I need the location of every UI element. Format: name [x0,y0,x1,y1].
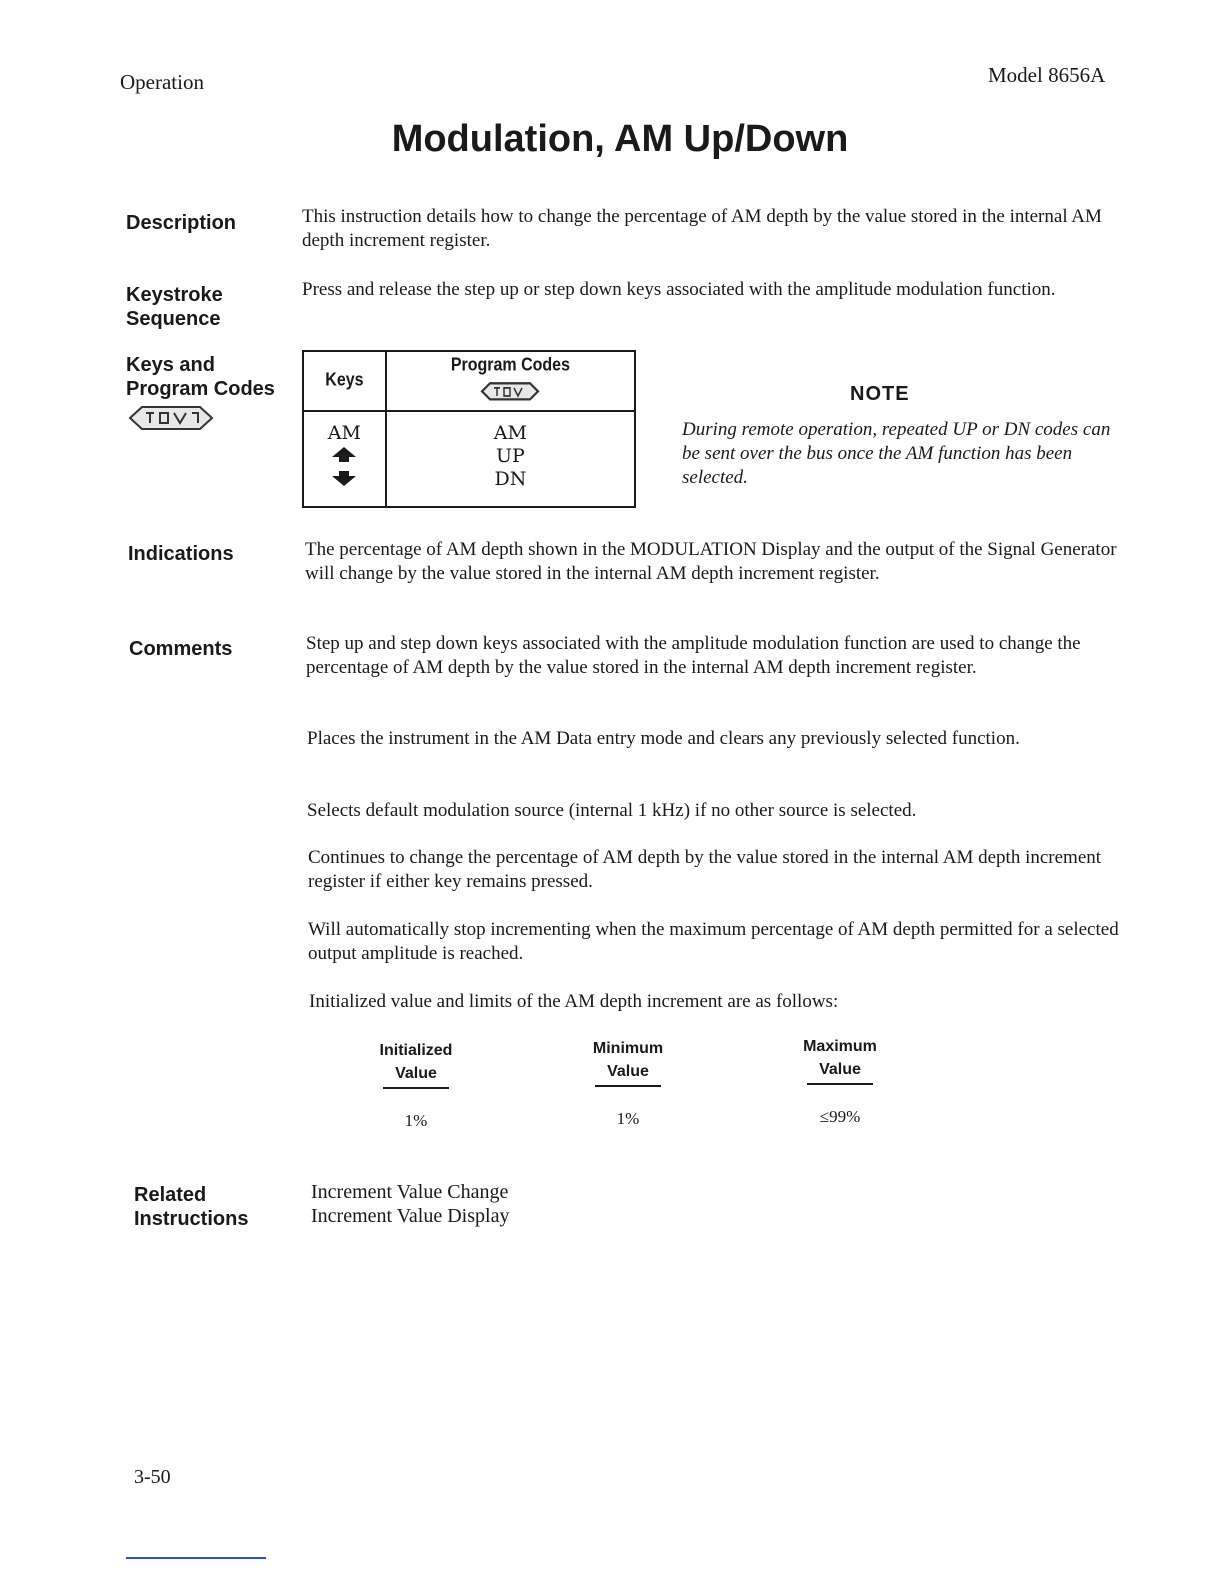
comments-paragraph-6: Initialized value and limits of the AM depth increment are as follows: [309,991,839,1012]
up-arrow-key-icon [304,445,385,468]
limits-header-minimum-line2: Value [595,1060,661,1087]
limits-header-initialized [356,1039,476,1089]
keystroke-text: Press and release the step up or step down keys associated with the amplitude modulation function. [302,279,1056,300]
description-label: Description [126,212,237,234]
key-am: AM [327,422,361,444]
program-codes-header-label: Program Codes [450,355,570,375]
comments-paragraph-1: Step up and step down keys associated with the amplitude modulation function are used to change the percentage of AM depth by the value stored in the internal AM depth increment register. [306,633,1081,678]
keys-codes-label [126,353,275,401]
related-item: Increment Value Change [311,1181,509,1203]
keys-cell [303,411,386,507]
indications-text: The percentage of AM depth shown in the MODULATION Display and the output of the Signal Generator will change by the value stored in the internal AM depth increment register. [305,539,1117,584]
program-codes-column-header [386,347,635,416]
header-model: Model 8656A [988,63,1106,87]
keystroke-label-line1: Keystroke [126,284,223,306]
related-label-line1: Related [134,1184,207,1206]
code-dn: DN [494,468,527,490]
limits-value-initialized: 1% [404,1111,428,1130]
comments-paragraph-2: Places the instrument in the AM Data entry mode and clears any previously selected function. [307,728,1020,749]
keys-program-codes-table [302,350,636,508]
comments-paragraph-5: Will automatically stop incrementing when the maximum percentage of AM depth permitted for a selected output amplitude is reached. [308,919,1119,964]
keys-codes-label-line1: Keys and [126,354,215,376]
comments-paragraph-4: Continues to change the percentage of AM depth by the value stored in the internal AM depth increment register if either key remains pressed. [308,847,1102,892]
keys-column-header: Keys [303,347,386,416]
keys-codes-label-line2: Program Codes [126,378,275,400]
page-number: 3-50 [134,1466,171,1488]
limits-header-maximum-line1: Maximum [803,1038,877,1055]
code-am: AM [493,422,527,444]
description-text: This instruction details how to change the percentage of AM depth by the value stored in the internal AM depth increment register. [302,206,1102,251]
code-up: UP [496,445,525,467]
note-title: NOTE [850,383,910,405]
comments-paragraph-3: Selects default modulation source (internal 1 kHz) if no other source is selected. [307,800,917,821]
keystroke-label-line2: Sequence [126,308,221,330]
indications-label: Indications [128,543,234,565]
related-label-line2: Instructions [134,1208,249,1230]
limits-value-minimum: 1% [616,1109,640,1128]
note-text: During remote operation, repeated UP or DN codes can be sent over the bus once the AM function has been selected. [682,419,1111,488]
hp-ib-logo-small-icon [387,380,634,406]
related-label [134,1183,248,1231]
header-section-title: Operation [120,70,204,94]
limits-header-maximum-line2: Value [807,1058,873,1085]
page-title: Modulation, AM Up/Down [391,118,849,160]
footer-divider [126,1557,266,1559]
hp-ib-logo-icon [128,405,214,435]
related-item: Increment Value Display [311,1205,510,1227]
limits-header-initialized-line1: Initialized [379,1042,453,1059]
limits-header-minimum-line1: Minimum [592,1040,664,1057]
limits-header-minimum [568,1037,688,1087]
limits-header-initialized-line2: Value [383,1062,449,1089]
limits-header-maximum [780,1035,900,1085]
codes-cell [386,411,635,507]
keystroke-label [126,283,223,331]
related-list [311,1180,509,1228]
comments-label: Comments [129,638,233,660]
down-arrow-key-icon [304,468,385,491]
limits-value-maximum: ≤99% [819,1107,861,1126]
